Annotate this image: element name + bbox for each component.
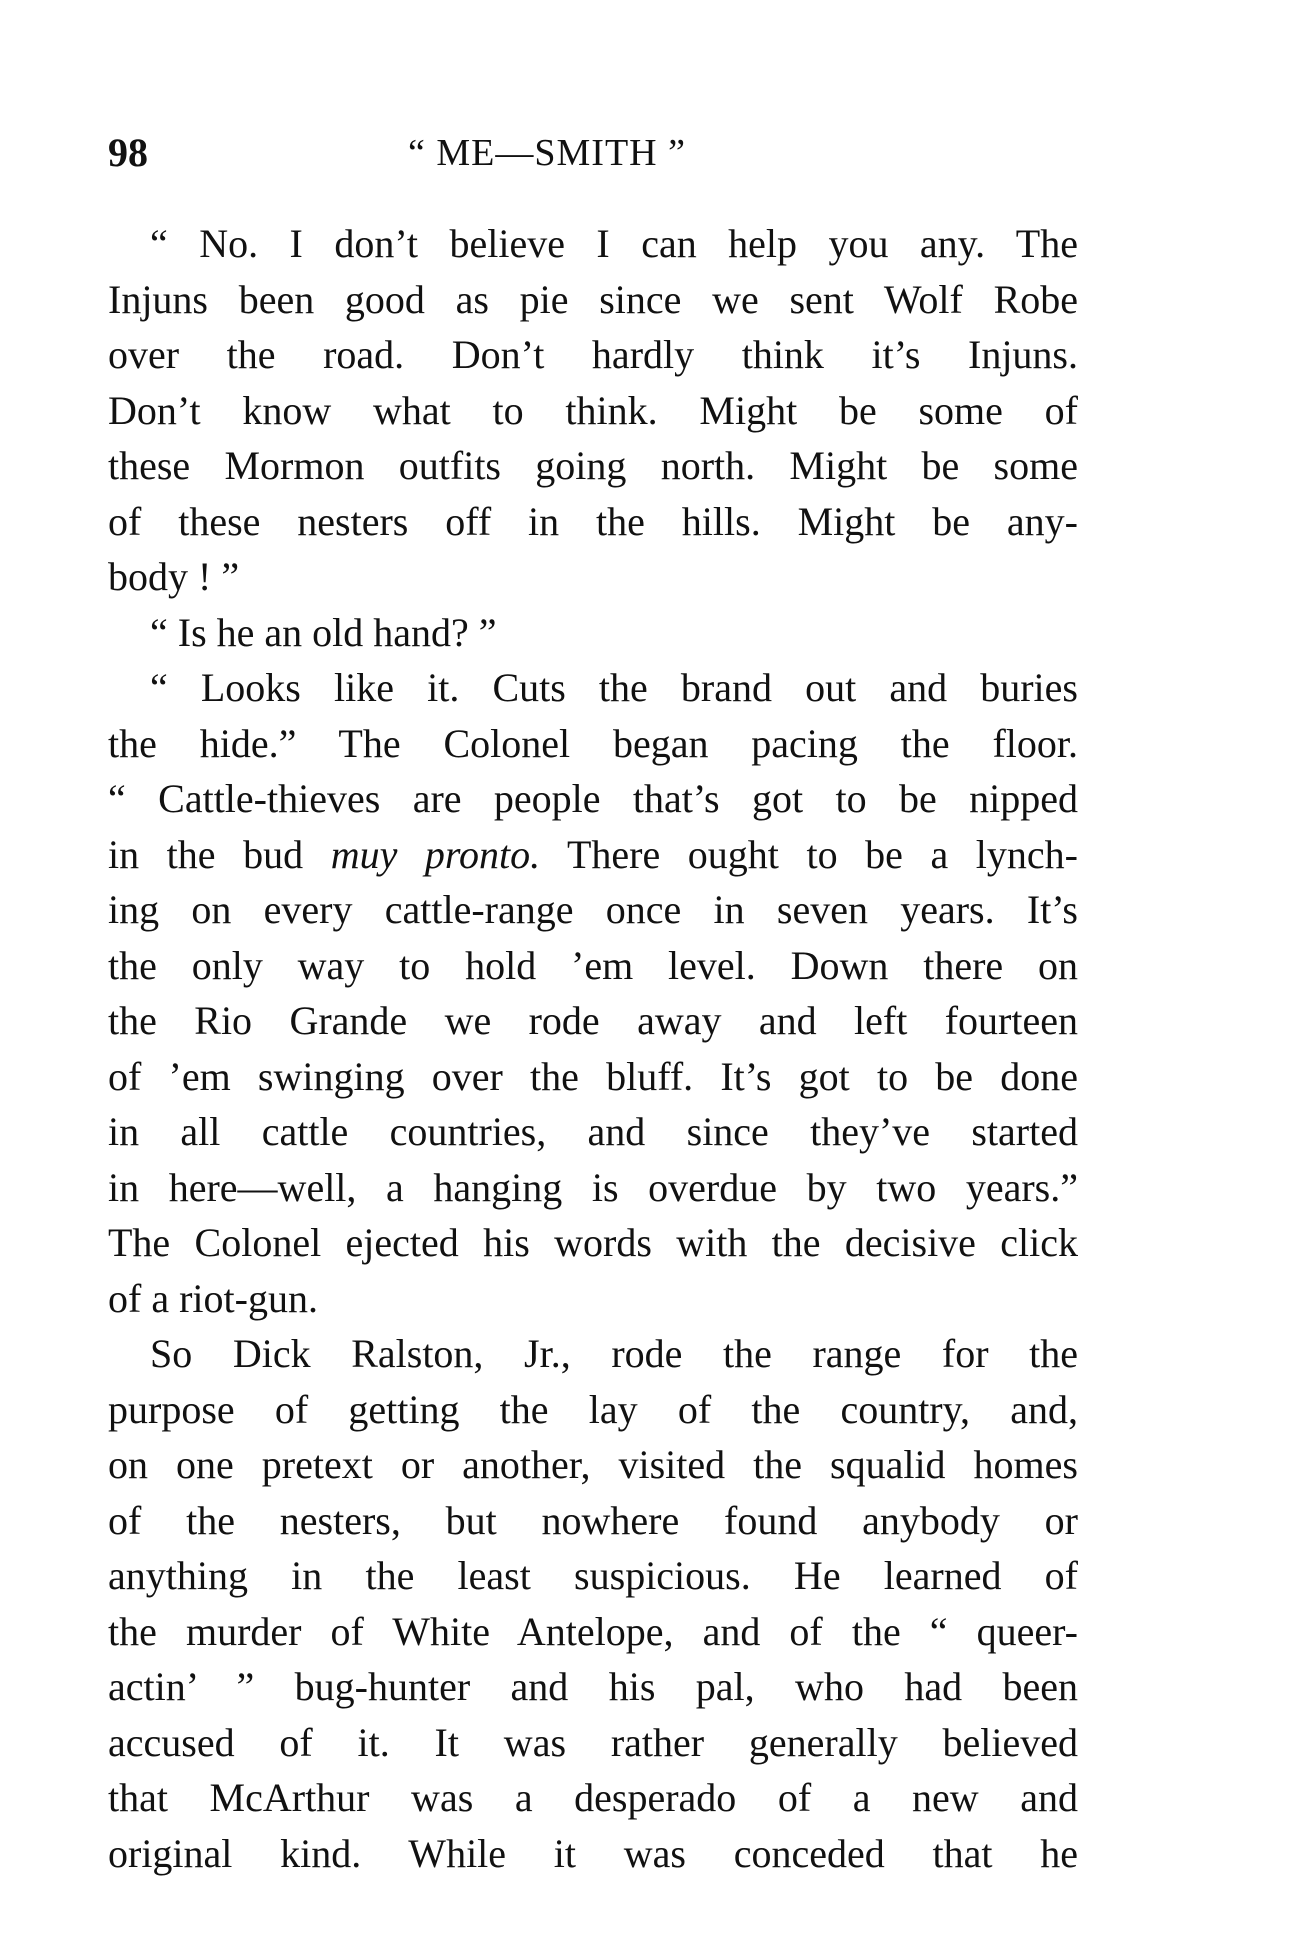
text-line: these Mormon outfits going north. Might be some xyxy=(108,443,1078,488)
text-line: purpose of getting the lay of the country, and, xyxy=(108,1386,1078,1432)
text-line xyxy=(108,827,1078,883)
text-line: of a riot-gun. xyxy=(108,1275,318,1321)
text-line: accused of it. It was rather generally believed xyxy=(108,1719,1078,1765)
text-line: Injuns been good as pie since we sent Wolf Robe xyxy=(108,276,1078,322)
text-line: of ’em swinging over the bluff. It’s got to be done xyxy=(108,1053,1078,1099)
text-line: the Rio Grande we rode away and left fourteen xyxy=(108,998,1078,1043)
italic-phrase: muy pronto. xyxy=(330,831,541,877)
text-segment: There ought to be a lynch- xyxy=(540,831,1078,877)
text-line: ing on every cattle-range once in seven years. It’s xyxy=(108,887,1078,932)
page-number: 98 xyxy=(108,130,148,175)
text-line: original kind. While it was conceded that he xyxy=(108,1830,1078,1876)
text-line: “ Cattle-thieves are people that’s got to be nipped xyxy=(108,776,1078,821)
text-line: the only way to hold ’em level. Down there on xyxy=(108,942,1078,988)
text-line: “ Looks like it. Cuts the brand out and buries xyxy=(150,665,1078,710)
text-line: in all cattle countries, and since they’ve started xyxy=(108,1109,1078,1154)
running-head xyxy=(108,128,1078,178)
text-line: anything in the least suspicious. He learned of xyxy=(108,1553,1078,1598)
text-line: body ! ” xyxy=(108,554,240,599)
text-line: of the nesters, but nowhere found anybody or xyxy=(108,1497,1078,1543)
running-title: “ ME—SMITH ” xyxy=(408,132,686,174)
text-line: over the road. Don’t hardly think it’s Injuns. xyxy=(108,332,1078,377)
text-line: that McArthur was a desperado of a new and xyxy=(108,1775,1078,1820)
text-line: on one pretext or another, visited the squalid homes xyxy=(108,1442,1078,1487)
text-line: in here—well, a hanging is overdue by two years.” xyxy=(108,1164,1078,1210)
text-line: “ No. I don’t believe I can help you any. The xyxy=(150,221,1078,266)
text-line: actin’ ” bug-hunter and his pal, who had been xyxy=(108,1664,1078,1709)
text-line: So Dick Ralston, Jr., rode the range for the xyxy=(150,1331,1078,1376)
text-segment: in the bud xyxy=(108,831,331,877)
text-line: of these nesters off in the hills. Might be any- xyxy=(108,498,1078,544)
text-line: the hide.” The Colonel began pacing the floor. xyxy=(108,720,1078,766)
text-line: The Colonel ejected his words with the decisive click xyxy=(108,1220,1078,1265)
text-line: the murder of White Antelope, and of the “ queer- xyxy=(108,1608,1078,1654)
text-line: Don’t know what to think. Might be some of xyxy=(108,387,1078,433)
text-line: “ Is he an old hand? ” xyxy=(150,609,497,655)
body-text xyxy=(108,216,1078,1881)
